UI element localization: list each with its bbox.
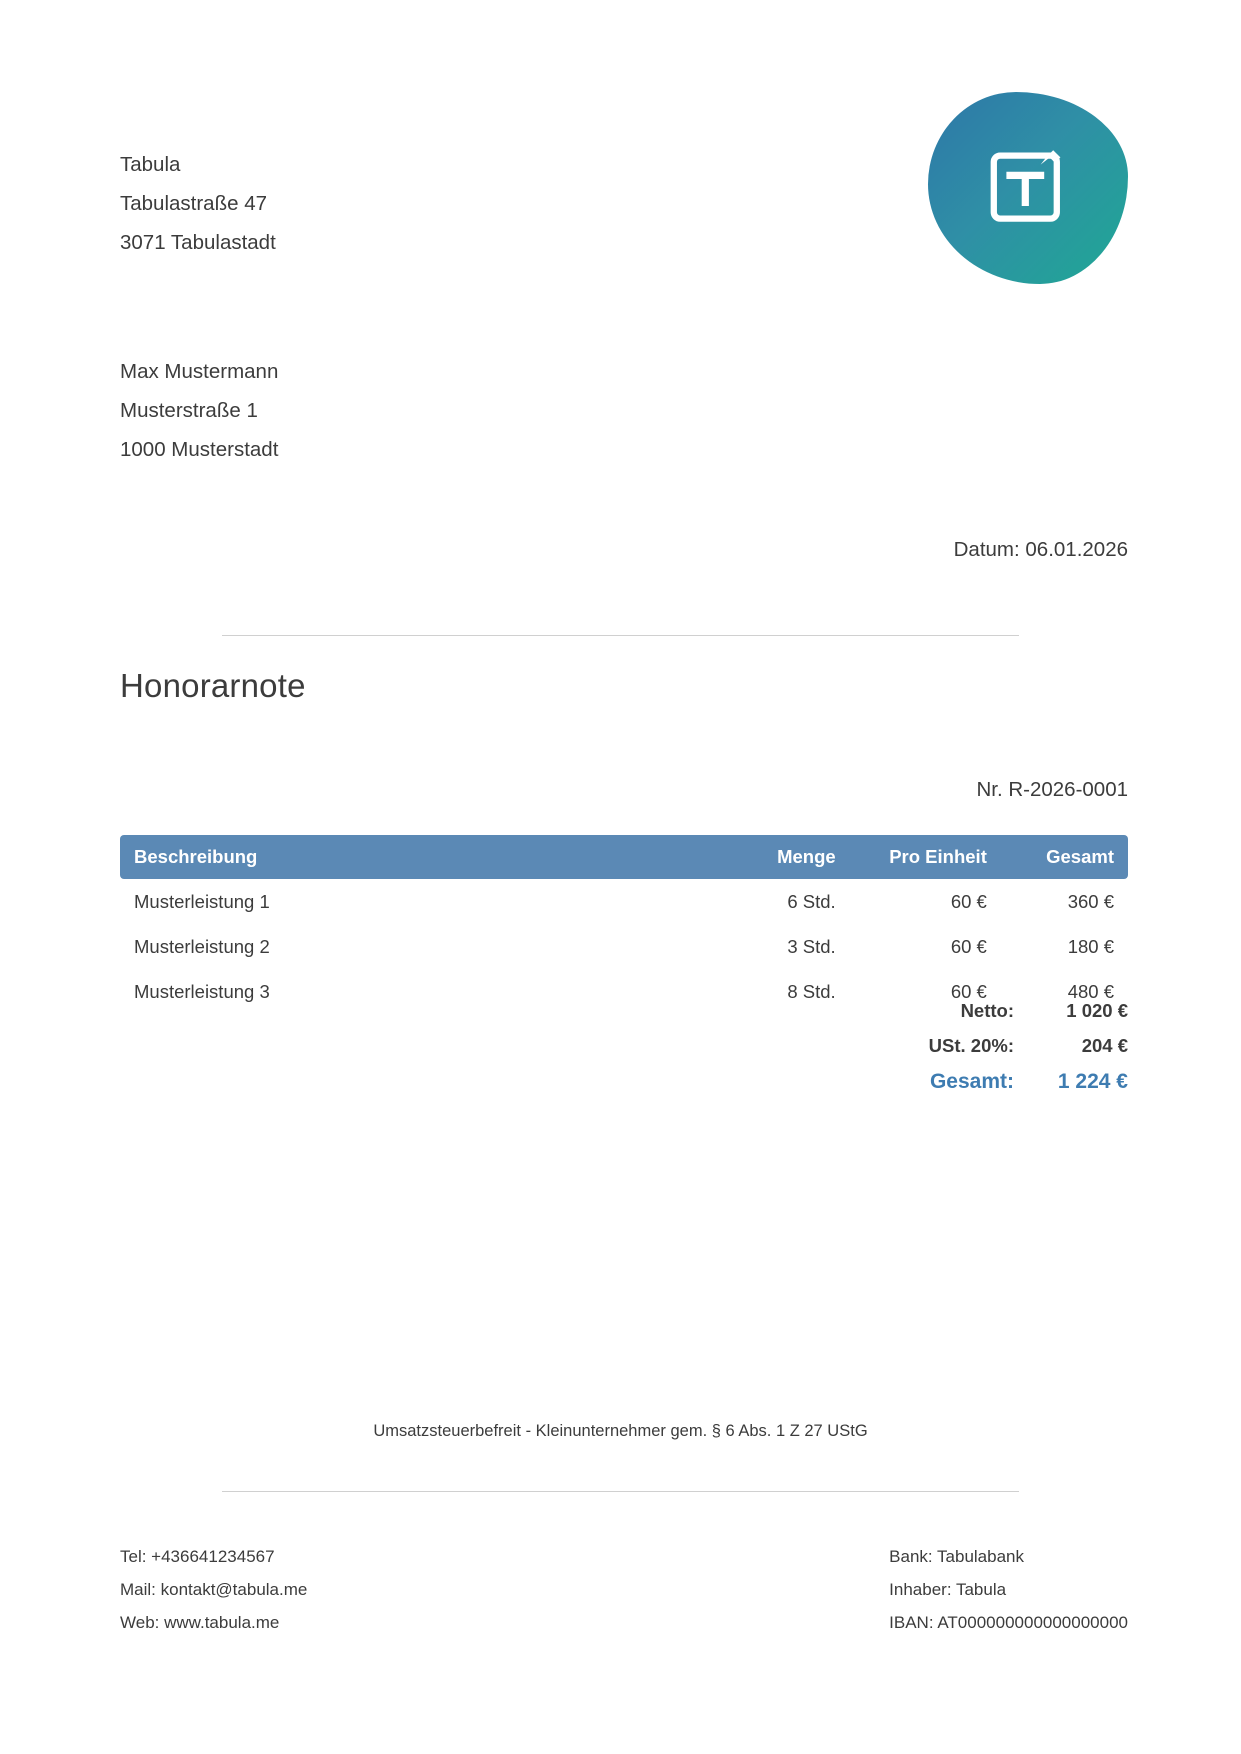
totals-row-grand <box>886 1070 1128 1094</box>
page-title: Honorarnote <box>120 667 306 704</box>
table-body <box>120 879 1128 1014</box>
invoice-date: Datum: 06.01.2026 <box>953 538 1128 561</box>
table-header <box>120 835 1128 879</box>
column-header-total: Gesamt <box>987 835 1128 879</box>
cell-quantity: 6 Std. <box>787 891 836 912</box>
cell-unit-price: 60 € <box>950 936 987 957</box>
cell-description: Musterleistung 1 <box>134 891 270 912</box>
divider-bottom <box>222 1491 1019 1492</box>
vat-label: USt. 20%: <box>928 1035 1014 1056</box>
invoice-number: Nr. R-2026-0001 <box>976 778 1128 801</box>
sender-line-2: Tabulastraße 47 <box>120 192 268 215</box>
divider-top <box>222 635 1019 636</box>
cell-quantity: 3 Std. <box>787 936 836 957</box>
cell-total: 180 € <box>1067 936 1114 957</box>
sender-address <box>120 145 276 262</box>
vat-value: 204 € <box>1081 1035 1128 1056</box>
recipient-address <box>120 352 278 469</box>
column-header-unit-price: Pro Einheit <box>836 835 987 879</box>
recipient-line-1: Max Mustermann <box>120 360 279 383</box>
cell-description: Musterleistung 2 <box>134 936 270 957</box>
line-items-table <box>120 835 1128 1014</box>
column-header-quantity: Menge <box>705 835 836 879</box>
cell-quantity: 8 Std. <box>787 981 836 1002</box>
totals-row-vat <box>886 1035 1128 1057</box>
net-value: 1 020 € <box>1066 1000 1128 1021</box>
footer <box>120 1540 1128 1639</box>
column-header-description: Beschreibung <box>120 835 705 879</box>
recipient-line-2: Musterstraße 1 <box>120 399 258 422</box>
company-logo <box>928 92 1128 284</box>
net-label: Netto: <box>960 1000 1014 1021</box>
totals-row-net <box>886 1000 1128 1022</box>
grand-total-value: 1 224 € <box>1057 1070 1128 1093</box>
table-row <box>120 879 1128 924</box>
footer-bank: Bank: Tabulabank <box>889 1547 1025 1566</box>
footer-contact-column <box>120 1540 307 1639</box>
cell-total: 480 € <box>1067 981 1114 1002</box>
footer-account-holder: Inhaber: Tabula <box>889 1580 1007 1599</box>
logo-blob-shape <box>928 92 1128 284</box>
totals-block <box>886 1000 1128 1107</box>
table-header-row <box>120 835 1128 879</box>
recipient-line-3: 1000 Musterstadt <box>120 438 279 461</box>
footer-web: Web: www.tabula.me <box>120 1613 280 1632</box>
cell-unit-price: 60 € <box>950 891 987 912</box>
table-row <box>120 924 1128 969</box>
grand-total-label: Gesamt: <box>929 1070 1014 1093</box>
vat-exemption-note: Umsatzsteuerbefreit - Kleinunternehmer gem. § 6 Abs. 1 Z 27 UStG <box>373 1422 868 1440</box>
tabula-logo-icon <box>983 143 1073 233</box>
footer-phone: Tel: +436641234567 <box>120 1547 275 1566</box>
cell-description: Musterleistung 3 <box>134 981 270 1002</box>
footer-iban: IBAN: AT000000000000000000 <box>889 1613 1128 1632</box>
cell-unit-price: 60 € <box>950 981 987 1002</box>
footer-mail: Mail: kontakt@tabula.me <box>120 1580 308 1599</box>
sender-line-1: Tabula <box>120 153 181 176</box>
sender-line-3: 3071 Tabulastadt <box>120 231 276 254</box>
footer-bank-column <box>889 1540 1128 1639</box>
cell-total: 360 € <box>1067 891 1114 912</box>
